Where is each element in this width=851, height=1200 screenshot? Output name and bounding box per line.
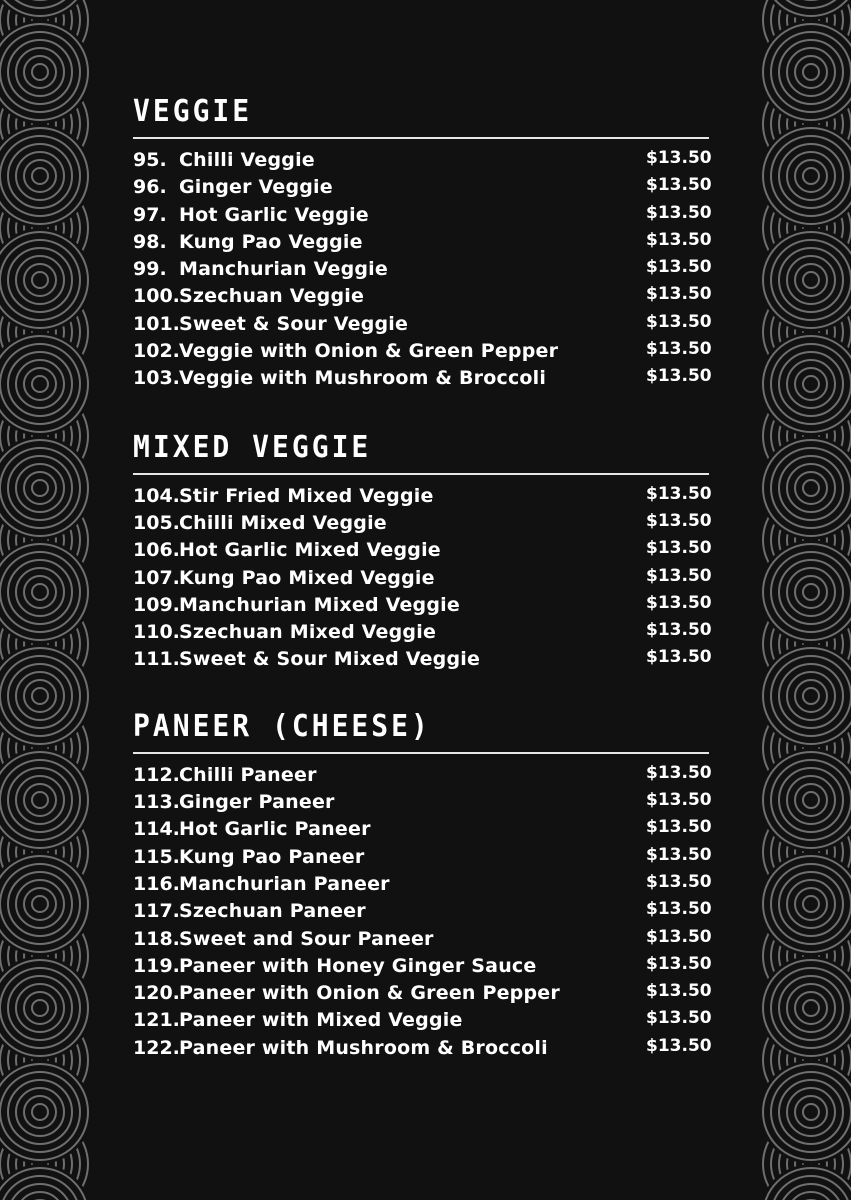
right-wave-pattern bbox=[751, 0, 851, 1200]
item-number: 98. bbox=[133, 230, 167, 253]
menu-item bbox=[133, 1035, 712, 1062]
menu-item bbox=[133, 229, 712, 256]
item-number: 99. bbox=[133, 258, 167, 281]
arc-group-offset bbox=[759, 228, 851, 332]
item-number: 102. bbox=[133, 340, 180, 363]
item-price: $13.50 bbox=[646, 538, 712, 559]
item-number: 103. bbox=[133, 367, 180, 390]
menu-item bbox=[133, 174, 712, 201]
menu-item bbox=[133, 311, 712, 338]
section-mixed-veggie bbox=[133, 428, 712, 674]
arc-group-offset bbox=[0, 956, 92, 1060]
item-price: $13.50 bbox=[646, 647, 712, 668]
item-price: $13.50 bbox=[646, 284, 712, 305]
item-list bbox=[133, 762, 712, 1062]
arc-group-offset bbox=[0, 436, 92, 540]
item-price: $13.50 bbox=[646, 366, 712, 387]
item-price: $13.50 bbox=[646, 844, 712, 865]
item-name: Stir Fried Mixed Veggie bbox=[179, 484, 434, 507]
arc-group-offset bbox=[0, 1060, 92, 1164]
menu-item bbox=[133, 592, 712, 619]
item-price: $13.50 bbox=[646, 953, 712, 974]
item-name: Manchurian Mixed Veggie bbox=[179, 593, 460, 616]
left-wave-pattern-svg bbox=[0, 0, 100, 1200]
menu-item bbox=[133, 483, 712, 510]
item-name: Paneer with Onion & Green Pepper bbox=[179, 982, 560, 1005]
section-title: PANEER (CHEESE) bbox=[133, 707, 431, 744]
arc-group-offset bbox=[0, 852, 92, 956]
item-name: Veggie with Mushroom & Broccoli bbox=[179, 367, 547, 390]
arc-group-offset bbox=[0, 332, 92, 436]
menu-item bbox=[133, 926, 712, 953]
item-number: 109. bbox=[133, 593, 180, 616]
section-title: MIXED VEGGIE bbox=[133, 428, 372, 465]
item-price: $13.50 bbox=[646, 175, 712, 196]
item-name: Manchurian Paneer bbox=[179, 872, 390, 895]
item-name: Hot Garlic Veggie bbox=[179, 203, 369, 226]
item-price: $13.50 bbox=[646, 762, 712, 783]
menu-item bbox=[133, 565, 712, 592]
arc-group-offset bbox=[759, 1060, 851, 1164]
item-number: 116. bbox=[133, 872, 180, 895]
arc-group-offset bbox=[759, 332, 851, 436]
item-price: $13.50 bbox=[646, 817, 712, 838]
item-number: 113. bbox=[133, 791, 180, 814]
item-number: 114. bbox=[133, 818, 180, 841]
menu-item bbox=[133, 844, 712, 871]
menu-content bbox=[133, 92, 712, 1102]
section-divider bbox=[133, 137, 709, 139]
menu-item bbox=[133, 202, 712, 229]
arc-group-offset bbox=[0, 228, 92, 332]
menu-item bbox=[133, 898, 712, 925]
menu-item bbox=[133, 789, 712, 816]
menu-item bbox=[133, 816, 712, 843]
item-list bbox=[133, 483, 712, 674]
item-number: 104. bbox=[133, 484, 180, 507]
menu-item bbox=[133, 256, 712, 283]
item-name: Sweet & Sour Veggie bbox=[179, 312, 409, 335]
item-price: $13.50 bbox=[646, 620, 712, 641]
menu-item bbox=[133, 980, 712, 1007]
item-price: $13.50 bbox=[646, 1008, 712, 1029]
item-price: $13.50 bbox=[646, 899, 712, 920]
item-number: 110. bbox=[133, 621, 180, 644]
right-wave-pattern-svg bbox=[751, 0, 851, 1200]
item-price: $13.50 bbox=[646, 202, 712, 223]
item-number: 117. bbox=[133, 900, 180, 923]
item-name: Manchurian Veggie bbox=[179, 258, 388, 281]
item-name: Chilli Paneer bbox=[179, 763, 317, 786]
item-name: Chilli Veggie bbox=[179, 149, 315, 171]
arc-group-offset bbox=[759, 20, 851, 124]
item-price: $13.50 bbox=[646, 1035, 712, 1056]
arc-group-offset bbox=[0, 644, 92, 748]
item-number: 118. bbox=[133, 927, 180, 950]
item-name: Hot Garlic Mixed Veggie bbox=[179, 539, 441, 562]
item-price: $13.50 bbox=[646, 565, 712, 586]
arc-group-offset bbox=[759, 956, 851, 1060]
arc-group-offset bbox=[759, 748, 851, 852]
arc-group-offset bbox=[0, 1164, 92, 1200]
left-wave-pattern bbox=[0, 0, 100, 1200]
item-name: Sweet & Sour Mixed Veggie bbox=[179, 648, 481, 671]
item-name: Paneer with Honey Ginger Sauce bbox=[179, 954, 537, 977]
arc-group-offset bbox=[0, 540, 92, 644]
menu-item bbox=[133, 1007, 712, 1034]
item-name: Szechuan Veggie bbox=[179, 285, 365, 308]
arc-group-offset bbox=[759, 1164, 851, 1200]
item-price: $13.50 bbox=[646, 311, 712, 332]
menu-item bbox=[133, 619, 712, 646]
item-price: $13.50 bbox=[646, 926, 712, 947]
item-price: $13.50 bbox=[646, 592, 712, 613]
item-number: 105. bbox=[133, 511, 180, 534]
section-title: VEGGIE bbox=[133, 92, 253, 129]
menu-item bbox=[133, 646, 712, 673]
menu-item bbox=[133, 283, 712, 310]
menu-item bbox=[133, 537, 712, 564]
section-veggie bbox=[133, 92, 712, 393]
item-price: $13.50 bbox=[646, 981, 712, 1002]
item-name: Kung Pao Paneer bbox=[179, 845, 365, 868]
item-name: Ginger Veggie bbox=[179, 176, 333, 199]
section-divider bbox=[133, 752, 709, 754]
menu-item bbox=[133, 365, 712, 392]
item-number: 122. bbox=[133, 1036, 180, 1059]
arc-group-offset bbox=[759, 436, 851, 540]
menu-item bbox=[133, 147, 712, 174]
item-number: 112. bbox=[133, 763, 180, 786]
menu-item bbox=[133, 762, 712, 789]
arc-group-offset bbox=[759, 540, 851, 644]
item-name: Veggie with Onion & Green Pepper bbox=[179, 340, 559, 363]
item-number: 97. bbox=[133, 203, 167, 226]
arc-group-offset bbox=[0, 20, 92, 124]
item-number: 100. bbox=[133, 285, 180, 308]
item-price: $13.50 bbox=[646, 148, 712, 168]
item-name: Ginger Paneer bbox=[179, 791, 335, 814]
item-number: 121. bbox=[133, 1009, 180, 1032]
arc-group-offset bbox=[0, 748, 92, 852]
item-number: 106. bbox=[133, 539, 180, 562]
arc-group-offset bbox=[759, 124, 851, 228]
menu-item bbox=[133, 953, 712, 980]
item-name: Kung Pao Veggie bbox=[179, 230, 363, 253]
item-number: 95. bbox=[133, 149, 167, 171]
arc-group-offset bbox=[0, 124, 92, 228]
menu-item bbox=[133, 510, 712, 537]
item-price: $13.50 bbox=[646, 871, 712, 892]
item-number: 96. bbox=[133, 176, 167, 199]
item-price: $13.50 bbox=[646, 790, 712, 811]
item-number: 119. bbox=[133, 954, 180, 977]
item-name: Hot Garlic Paneer bbox=[179, 818, 371, 841]
menu-item bbox=[133, 871, 712, 898]
item-number: 120. bbox=[133, 982, 180, 1005]
item-name: Szechuan Mixed Veggie bbox=[179, 621, 437, 644]
item-name: Paneer with Mixed Veggie bbox=[179, 1009, 463, 1032]
item-price: $13.50 bbox=[646, 257, 712, 278]
item-list bbox=[133, 147, 712, 393]
item-name: Kung Pao Mixed Veggie bbox=[179, 566, 435, 589]
item-price: $13.50 bbox=[646, 483, 712, 504]
section-paneer bbox=[133, 707, 712, 1062]
item-number: 107. bbox=[133, 566, 180, 589]
menu-item bbox=[133, 338, 712, 365]
item-number: 101. bbox=[133, 312, 180, 335]
item-name: Paneer with Mushroom & Broccoli bbox=[179, 1036, 548, 1059]
item-price: $13.50 bbox=[646, 510, 712, 531]
item-price: $13.50 bbox=[646, 229, 712, 250]
item-price: $13.50 bbox=[646, 339, 712, 360]
item-number: 111. bbox=[133, 648, 180, 671]
item-name: Chilli Mixed Veggie bbox=[179, 511, 387, 534]
item-number: 115. bbox=[133, 845, 180, 868]
arc-group-offset bbox=[759, 852, 851, 956]
arc-group-offset bbox=[759, 644, 851, 748]
item-name: Szechuan Paneer bbox=[179, 900, 366, 923]
item-name: Sweet and Sour Paneer bbox=[179, 927, 434, 950]
